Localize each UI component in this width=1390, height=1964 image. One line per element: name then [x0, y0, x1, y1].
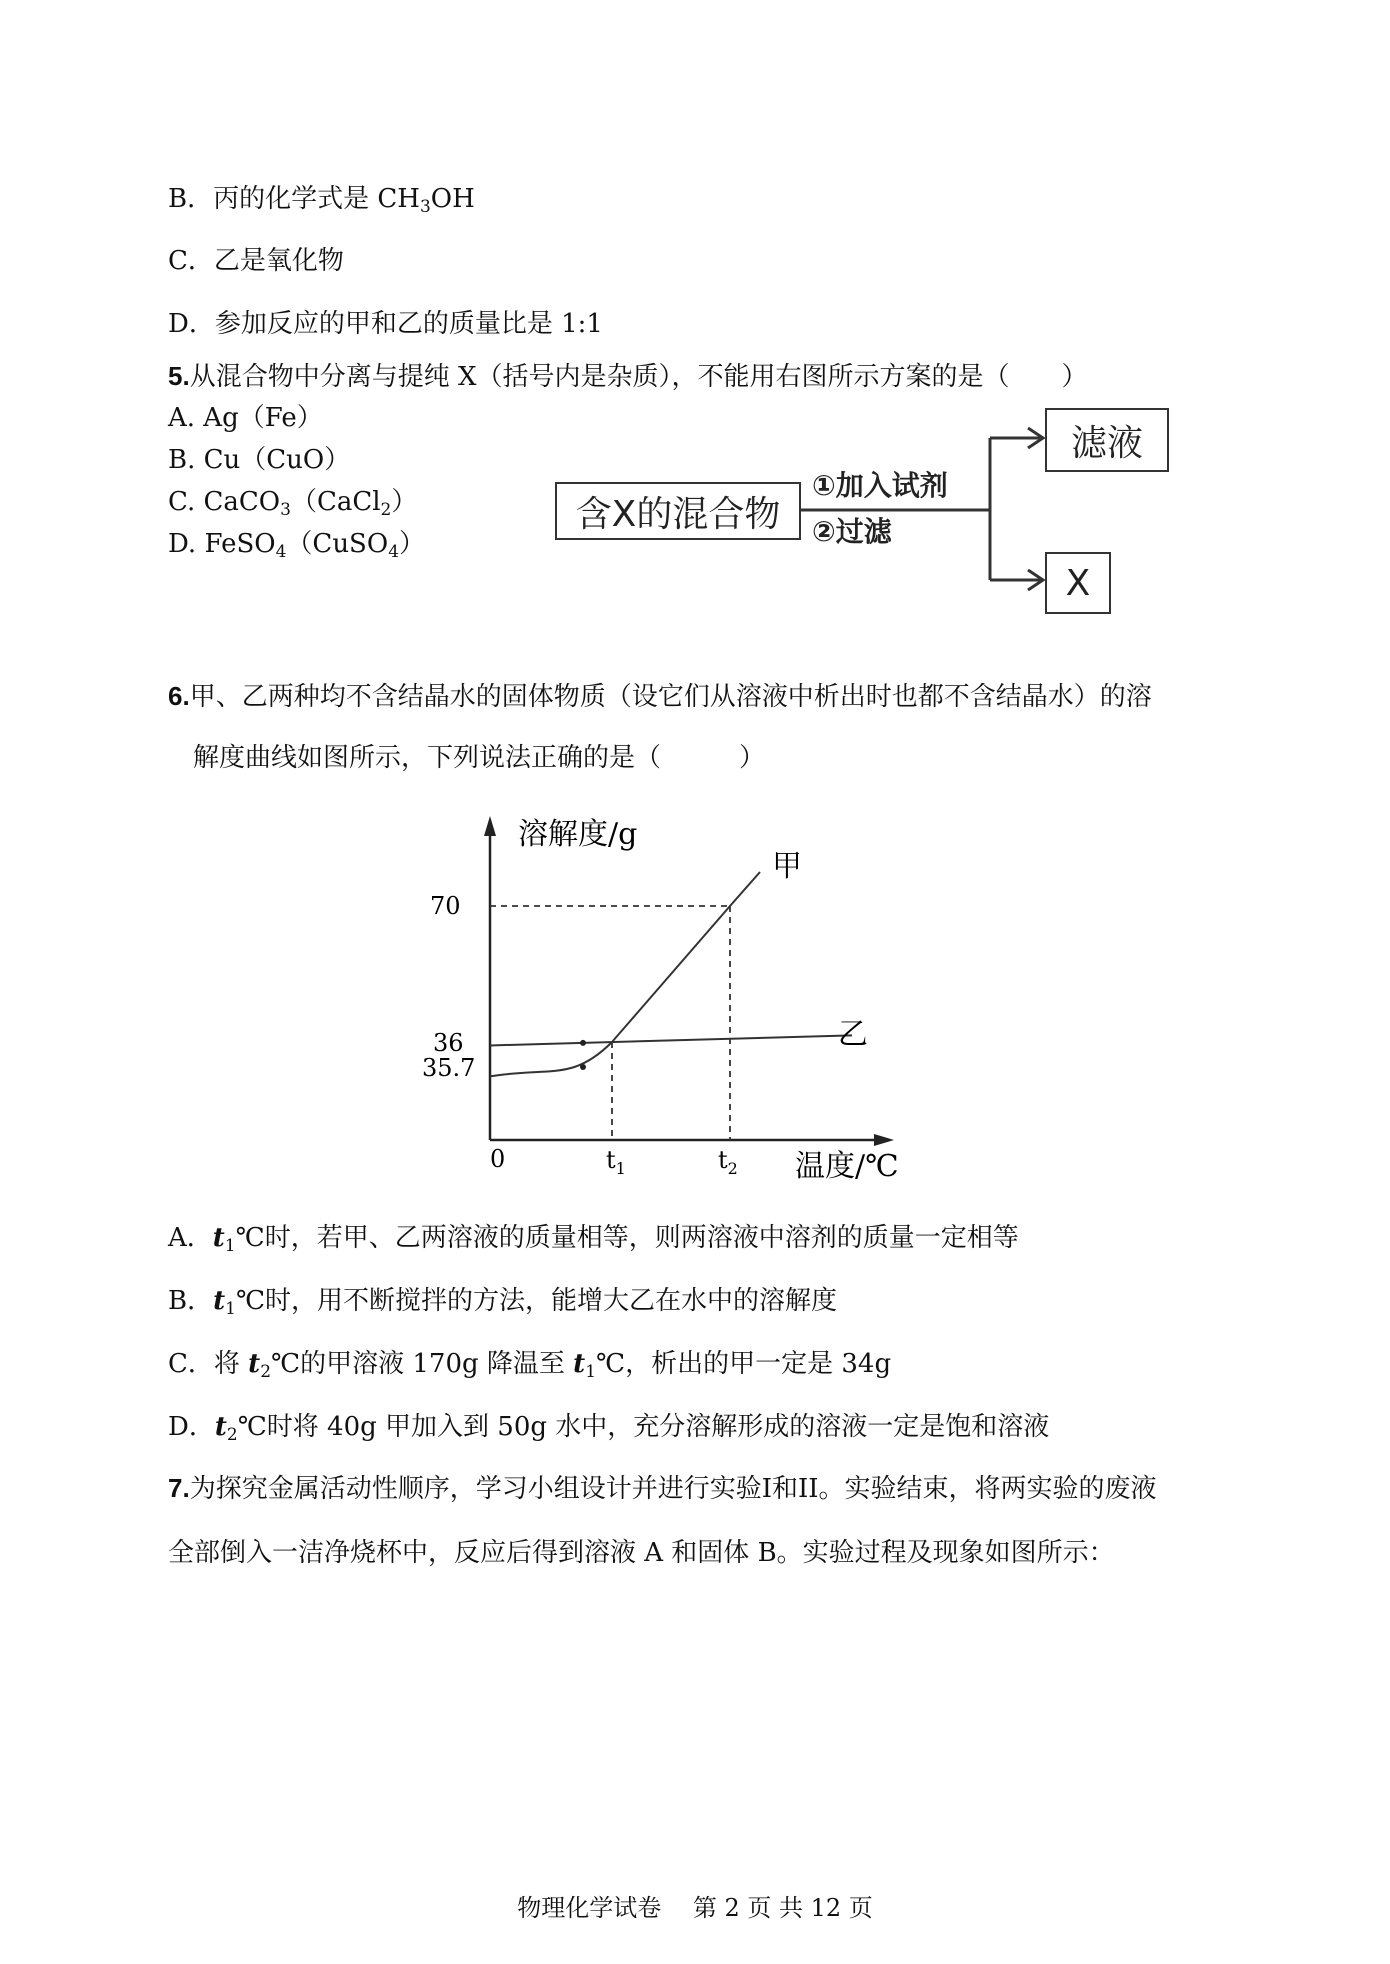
series-jia-curve — [490, 872, 760, 1076]
q5-option-d-text: （CuSO — [286, 529, 389, 559]
solubility-chart — [400, 810, 920, 1190]
x-tick-t2-text: t — [718, 1146, 728, 1174]
q5-option-b: B. Cu（CuO） — [168, 445, 351, 475]
q5-option-d-text: D. FeSO — [168, 529, 276, 559]
q5-stem-text: 从混合物中分离与提纯 X（括号内是杂质），不能用右图所示方案的是（ ） — [189, 362, 1088, 392]
option-prefix: D． — [168, 1412, 215, 1442]
x-tick-t1-sub: 1 — [615, 1159, 626, 1178]
subscript: 3 — [280, 500, 291, 520]
subscript: 4 — [275, 542, 287, 562]
q6-option-d — [168, 1411, 1049, 1443]
subscript: 1 — [225, 1299, 236, 1319]
series-jia-label: 甲 — [772, 849, 802, 884]
q7-line1 — [168, 1472, 1157, 1505]
y-tick-35-7: 35.7 — [422, 1054, 476, 1082]
option-text: ℃，析出的甲一定是 34g — [596, 1349, 892, 1379]
subscript: 1 — [224, 1236, 236, 1256]
flow-product-box: X — [1045, 552, 1111, 614]
flow-step1-label: ①加入试剂 — [812, 469, 948, 502]
q5-option-a: A. Ag（Fe） — [168, 403, 323, 433]
q5-option-d-text: ） — [399, 529, 426, 559]
subscript: 3 — [419, 197, 431, 217]
x-axis-label: 温度/℃ — [795, 1149, 899, 1184]
x-tick-t2 — [718, 1146, 738, 1178]
q4-option-d: D．参加反应的甲和乙的质量比是 1:1 — [168, 309, 603, 339]
q5-number: 5. — [168, 361, 190, 391]
point-35-7 — [580, 1064, 586, 1070]
x-axis-arrow-icon — [874, 1134, 894, 1146]
q6-stem-line1 — [168, 680, 1152, 713]
y-axis-arrow-icon — [484, 816, 496, 836]
flow-filtrate-box: 滤液 — [1045, 408, 1169, 472]
y-tick-70: 70 — [430, 892, 461, 920]
temp-symbol: t — [213, 1286, 226, 1316]
temp-symbol: t — [248, 1349, 261, 1379]
subscript: 2 — [380, 500, 392, 520]
q6-stem-text: 甲、乙两种均不含结晶水的固体物质（设它们从溶液中析出时也都不含结晶水）的溶 — [189, 682, 1152, 712]
point-36 — [580, 1040, 586, 1046]
series-yi-curve — [490, 1035, 852, 1045]
option-prefix: C．将 — [168, 1349, 249, 1379]
option-prefix: B． — [168, 1286, 214, 1316]
temp-symbol: t — [214, 1412, 227, 1442]
y-axis-label: 溶解度/g — [518, 817, 638, 852]
subscript: 4 — [388, 542, 400, 562]
subscript: 1 — [585, 1362, 597, 1382]
q6-option-a — [168, 1222, 1019, 1254]
q6-number: 6. — [168, 681, 190, 711]
subscript: 2 — [260, 1362, 272, 1382]
option-text: ℃时，若甲、乙两溶液的质量相等，则两溶液中溶剂的质量一定相等 — [235, 1223, 1019, 1253]
temp-symbol: t — [573, 1349, 586, 1379]
option-text: ℃时将 40g 甲加入到 50g 水中，充分溶解形成的溶液一定是饱和溶液 — [237, 1412, 1050, 1442]
q4-option-b-text: B．丙的化学式是 CH — [168, 184, 420, 214]
option-text: ℃时，用不断搅拌的方法，能增大乙在水中的溶解度 — [235, 1286, 838, 1316]
x-origin-label: 0 — [490, 1145, 506, 1173]
q6-stem-line2: 解度曲线如图所示，下列说法正确的是（ ） — [193, 743, 766, 773]
flow-mixture-box: 含X的混合物 — [555, 482, 801, 540]
page-footer: 物理化学试卷 第 2 页 共 12 页 — [517, 1894, 873, 1922]
q6-option-c — [168, 1348, 891, 1380]
q4-option-c: C．乙是氧化物 — [168, 246, 344, 276]
q7-number: 7. — [168, 1473, 190, 1503]
y-tick-36: 36 — [433, 1029, 464, 1057]
q7-line2: 全部倒入一洁净烧杯中，反应后得到溶液 A 和固体 B。实验过程及现象如图所示： — [168, 1538, 1115, 1568]
q7-text: 为探究金属活动性顺序，学习小组设计并进行实验I和II。实验结束，将两实验的废液 — [189, 1474, 1157, 1504]
option-text: ℃的甲溶液 170g 降温至 — [271, 1349, 574, 1379]
subscript: 2 — [226, 1425, 238, 1445]
option-prefix: A． — [168, 1223, 213, 1253]
q6-option-b — [168, 1285, 837, 1317]
q5-flow-connectors — [0, 0, 1390, 640]
q5-option-c-text: ） — [391, 487, 418, 517]
q4-option-b-suffix: OH — [430, 184, 475, 214]
series-yi-label: 乙 — [838, 1017, 868, 1052]
x-tick-t2-sub: 2 — [727, 1159, 738, 1178]
flow-step2-label: ②过滤 — [812, 515, 892, 548]
x-tick-t1-text: t — [606, 1146, 616, 1174]
x-tick-t1 — [606, 1146, 626, 1178]
temp-symbol: t — [212, 1223, 225, 1253]
q5-option-c-text: C. CaCO — [168, 487, 281, 517]
q5-option-c-text: （CaCl — [290, 487, 381, 517]
